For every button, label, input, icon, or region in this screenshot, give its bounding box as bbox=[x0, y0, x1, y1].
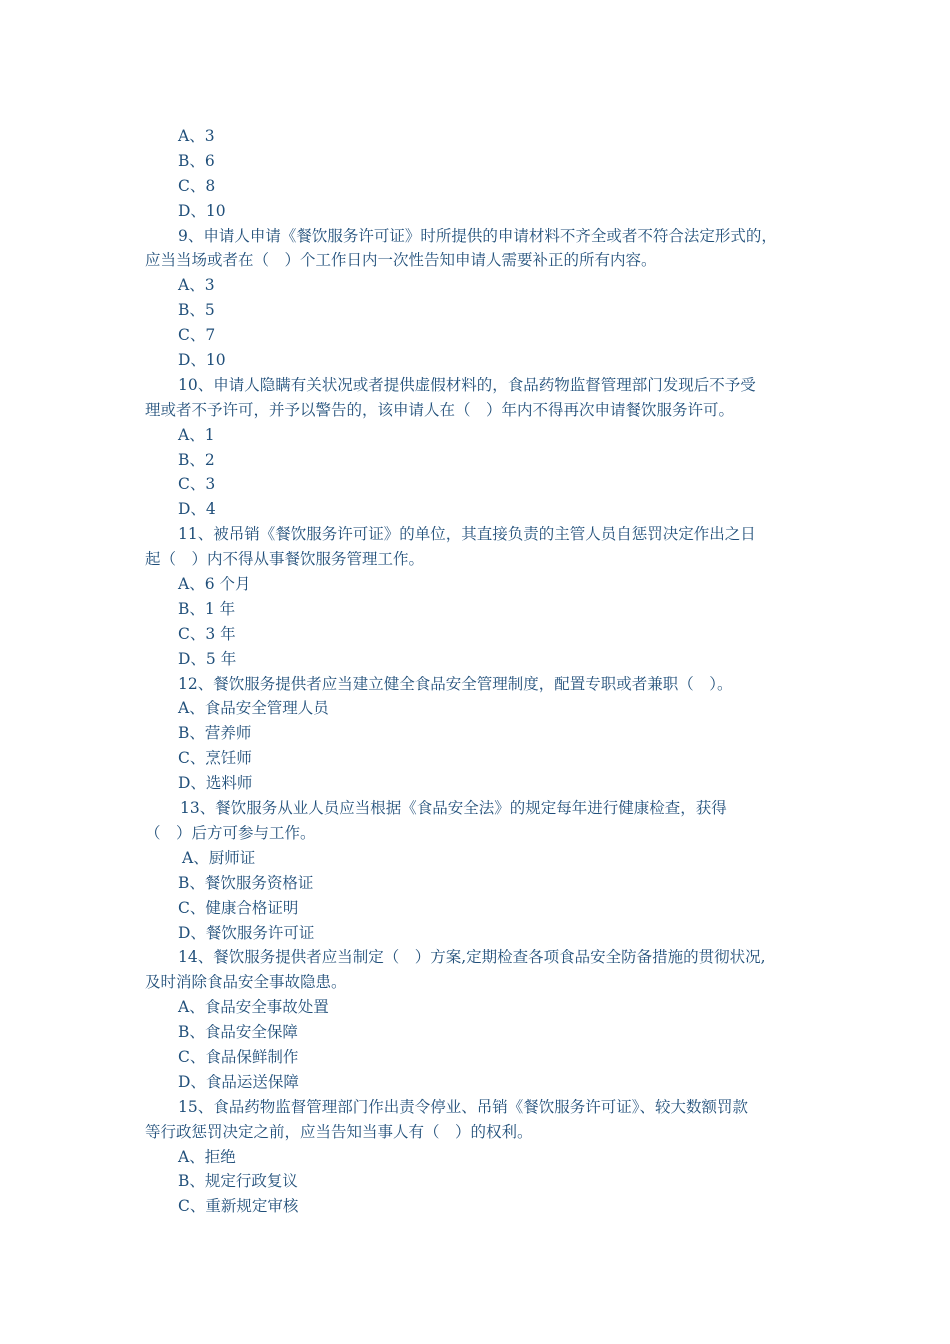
q10-option-b: B、2 bbox=[178, 450, 215, 469]
q12-text-line1: 12、餐饮服务提供者应当建立健全食品安全管理制度，配置专职或者兼职（ ）。 bbox=[178, 674, 733, 693]
q14-option-b: B、食品安全保障 bbox=[178, 1023, 298, 1042]
q12-option-b: B、营养师 bbox=[178, 724, 252, 743]
q15-option-b: B、规定行政复议 bbox=[178, 1172, 298, 1191]
q10-option-a: A、1 bbox=[178, 425, 215, 444]
q11-option-d: D、5 年 bbox=[178, 649, 237, 668]
q13-option-a: A、厨师证 bbox=[182, 848, 256, 867]
q9-option-c: C、7 bbox=[178, 326, 216, 345]
q14-text-line2: 及时消除食品安全事故隐患。 bbox=[145, 973, 347, 992]
q10-text-line1: 10、申请人隐瞒有关状况或者提供虚假材料的，食品药物监督管理部门发现后不予受 bbox=[178, 375, 756, 394]
q8-option-d: D、10 bbox=[178, 201, 226, 220]
q13-text-line1: 13、餐饮服务从业人员应当根据《食品安全法》的规定每年进行健康检查，获得 bbox=[180, 799, 727, 818]
q13-option-d: D、餐饮服务许可证 bbox=[178, 923, 315, 942]
q15-option-c: C、重新规定审核 bbox=[178, 1197, 299, 1216]
q10-option-c: C、3 bbox=[178, 475, 216, 494]
q11-option-c: C、3 年 bbox=[178, 624, 236, 643]
q12-option-a: A、食品安全管理人员 bbox=[178, 699, 329, 718]
q9-option-b: B、5 bbox=[178, 301, 215, 320]
q9-text-line1: 9、申请人申请《餐饮服务许可证》时所提供的申请材料不齐全或者不符合法定形式的， bbox=[178, 226, 777, 245]
q13-option-c: C、健康合格证明 bbox=[178, 898, 299, 917]
q11-text-line2: 起（ ）内不得从事餐饮服务管理工作。 bbox=[145, 550, 425, 569]
q9-option-d: D、10 bbox=[178, 351, 226, 370]
q14-option-c: C、食品保鲜制作 bbox=[178, 1047, 299, 1066]
q9-text-line2: 应当当场或者在（ ）个工作日内一次性告知申请人需要补正的所有内容。 bbox=[145, 251, 657, 270]
q11-option-a: A、6 个月 bbox=[178, 575, 251, 594]
q15-text-line2: 等行政惩罚决定之前，应当告知当事人有（ ）的权利。 bbox=[145, 1122, 533, 1141]
q12-option-d: D、选料师 bbox=[178, 774, 253, 793]
q13-text-line2: （ ）后方可参与工作。 bbox=[145, 823, 316, 842]
q8-option-b: B、6 bbox=[178, 151, 215, 170]
q8-option-c: C、8 bbox=[178, 176, 216, 195]
q10-text-line2: 理或者不予许可，并予以警告的，该申请人在（ ）年内不得再次申请餐饮服务许可。 bbox=[145, 400, 735, 419]
q11-option-b: B、1 年 bbox=[178, 599, 236, 618]
q13-option-b: B、餐饮服务资格证 bbox=[178, 873, 314, 892]
q12-option-c: C、烹饪师 bbox=[178, 749, 252, 768]
q15-text-line1: 15、食品药物监督管理部门作出责令停业、吊销《餐饮服务许可证》、较大数额罚款 bbox=[178, 1097, 748, 1116]
q9-option-a: A、3 bbox=[178, 276, 215, 295]
q11-text-line1: 11、被吊销《餐饮服务许可证》的单位，其直接负责的主管人员自惩罚决定作出之日 bbox=[178, 525, 756, 544]
q14-text-line1: 14、餐饮服务提供者应当制定（ ）方案,定期检查各项食品安全防备措施的贯彻状况, bbox=[178, 948, 766, 967]
q10-option-d: D、4 bbox=[178, 500, 216, 519]
document-body bbox=[145, 124, 815, 1219]
q14-option-d: D、食品运送保障 bbox=[178, 1072, 299, 1091]
q15-option-a: A、拒绝 bbox=[178, 1147, 236, 1166]
q14-option-a: A、食品安全事故处置 bbox=[178, 998, 329, 1017]
q8-option-a: A、3 bbox=[178, 127, 215, 145]
